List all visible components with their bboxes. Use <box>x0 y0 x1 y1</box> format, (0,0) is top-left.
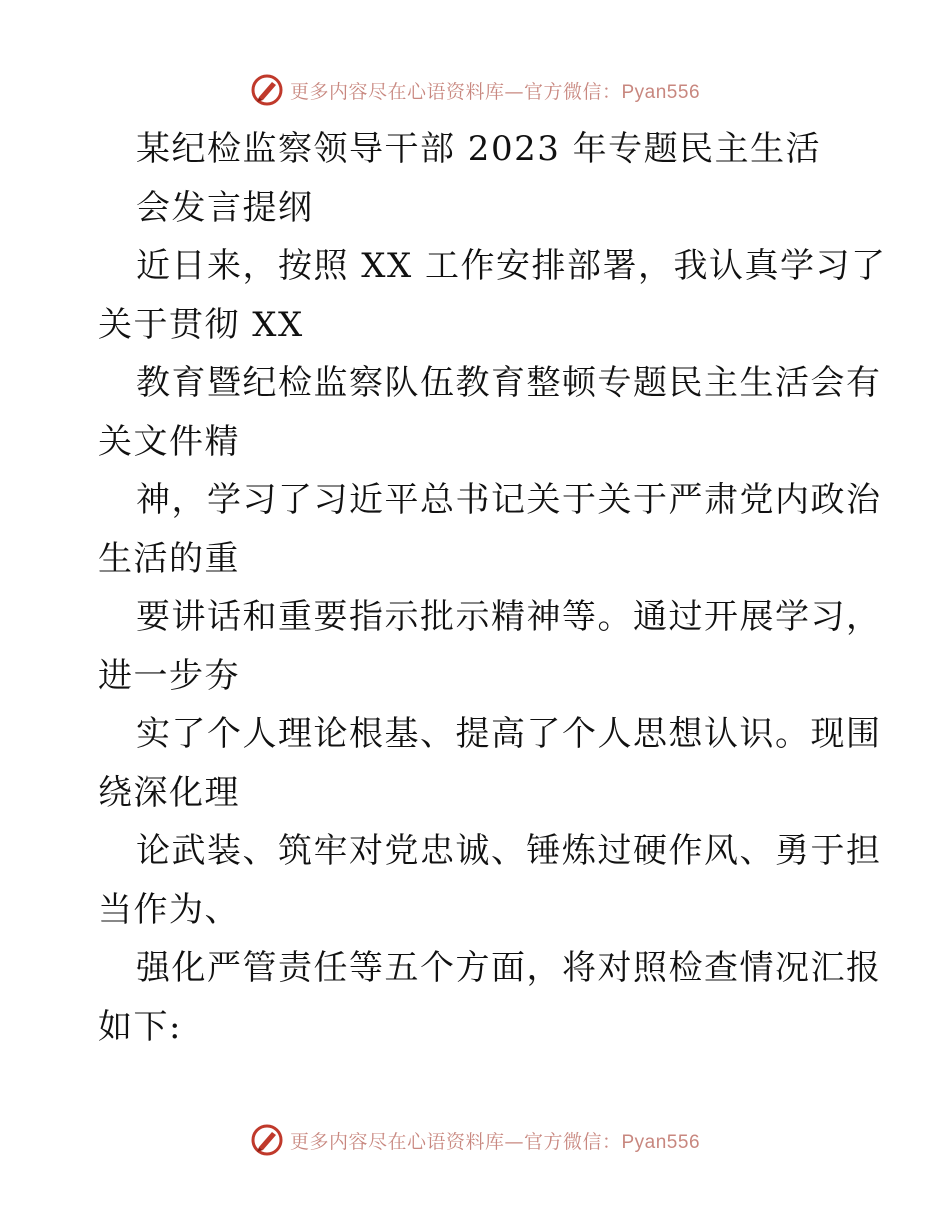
pen-circle-logo-icon <box>250 1123 284 1157</box>
text-line: 绕深化理 <box>98 772 240 813</box>
text-line: 某纪检监察领导干部 2023 年专题民主生活 <box>136 129 822 169</box>
text-line: 近日来，按照 XX 工作安排部署，我认真学习了 <box>136 246 887 286</box>
text-line: 进一步夯 <box>98 655 240 696</box>
pen-circle-logo-icon <box>250 73 284 107</box>
watermark-text: 更多内容尽在心语资料库—官方微信：Pyan556 <box>289 1130 701 1153</box>
watermark-text: 更多内容尽在心语资料库—官方微信：Pyan556 <box>289 80 701 103</box>
text-line: 论武装、筑牢对党忠诚、锤炼过硬作风、勇于担 <box>136 831 882 871</box>
text-line: 会发言提纲 <box>136 187 314 228</box>
text-line: 生活的重 <box>98 538 240 579</box>
footer-watermark <box>0 1120 950 1160</box>
text-line: 教育暨纪检监察队伍教育整顿专题民主生活会有 <box>136 363 882 403</box>
document-body <box>98 120 887 1056</box>
text-line: 关文件精 <box>98 421 240 462</box>
text-line: 实了个人理论根基、提高了个人思想认识。现围 <box>136 714 882 754</box>
text-line: 强化严管责任等五个方面，将对照检查情况汇报 <box>136 948 882 988</box>
text-line: 神，学习了习近平总书记关于关于严肃党内政治 <box>136 480 882 520</box>
text-line: 要讲话和重要指示批示精神等。通过开展学习， <box>136 597 882 637</box>
header-watermark <box>0 70 950 110</box>
text-line: 当作为、 <box>98 889 240 930</box>
text-line: 关于贯彻 XX <box>98 304 304 345</box>
text-line: 如下: <box>98 1006 182 1047</box>
